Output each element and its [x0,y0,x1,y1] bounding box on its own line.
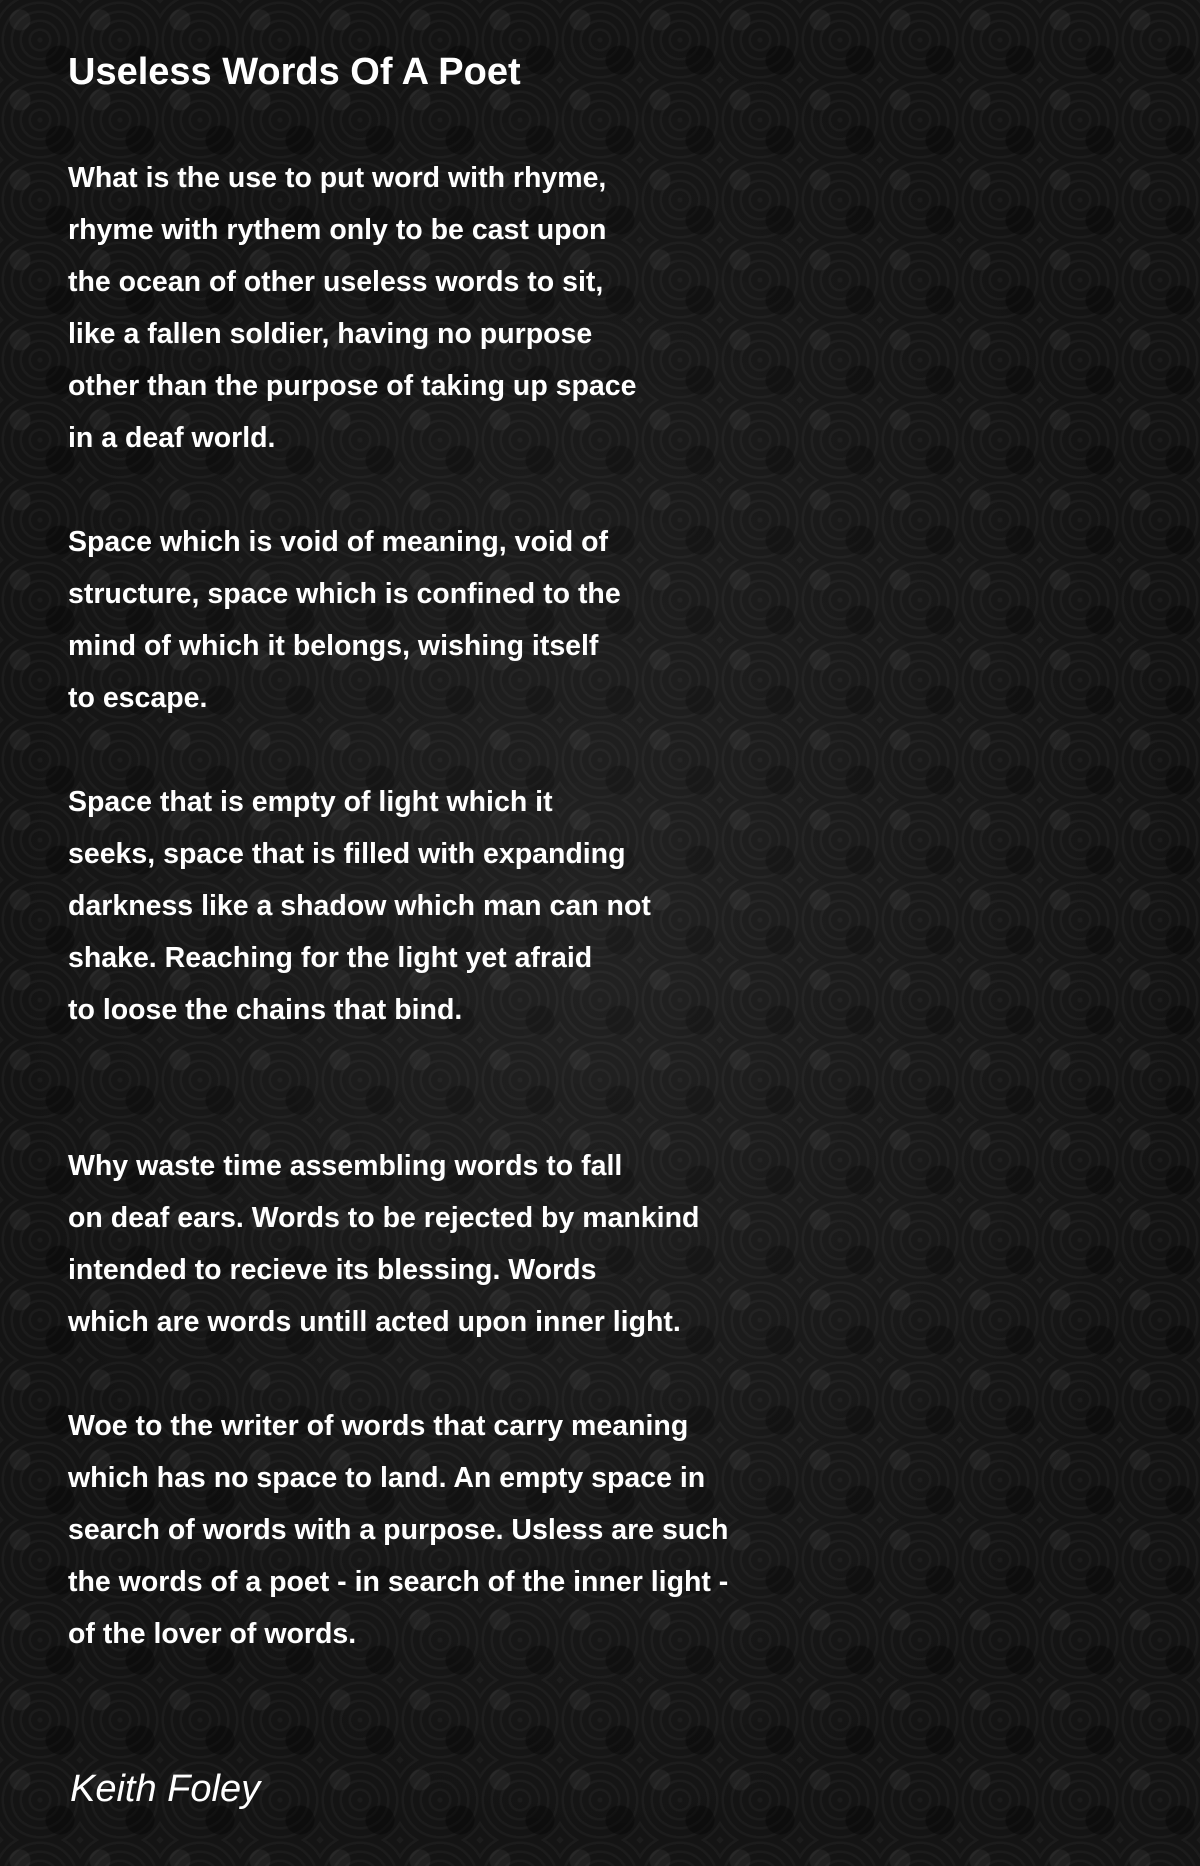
poem-line: on deaf ears. Words to be rejected by mankind [68,1202,700,1234]
stanza-5 [68,1400,968,1660]
poem-line: structure, space which is confined to the [68,578,621,610]
poem-author: Keith Foley [70,1768,261,1810]
stanza-4 [68,1140,968,1348]
poem-line: intended to recieve its blessing. Words [68,1254,597,1286]
poem-body [68,152,968,1660]
stanza-gap [68,1036,968,1088]
poem-line: Why waste time assembling words to fall [68,1150,623,1182]
poem-line: rhyme with rythem only to be cast upon [68,214,607,246]
poem-line: of the lover of words. [68,1618,357,1650]
poem-line: the ocean of other useless words to sit, [68,266,604,298]
poem-line: Woe to the writer of words that carry meaning [68,1410,689,1442]
poem-line: shake. Reaching for the light yet afraid [68,942,593,974]
poem-line: which has no space to land. An empty space in [68,1462,706,1494]
poem-line: mind of which it belongs, wishing itself [68,630,599,662]
stanza-3 [68,776,968,1036]
stanza-gap [68,464,968,516]
poem-line: which are words untill acted upon inner light. [68,1306,681,1338]
poem-line: What is the use to put word with rhyme, [68,162,607,194]
poem-line: seeks, space that is filled with expanding [68,838,626,870]
poem-line: darkness like a shadow which man can not [68,890,651,922]
poem-line: in a deaf world. [68,422,276,454]
poem-line: search of words with a purpose. Usless are such [68,1514,729,1546]
poem-line: to loose the chains that bind. [68,994,463,1026]
poem-line: Space that is empty of light which it [68,786,553,818]
poem-line: like a fallen soldier, having no purpose [68,318,593,350]
poem-line: other than the purpose of taking up space [68,370,637,402]
poem-line: to escape. [68,682,208,714]
stanza-gap [68,1348,968,1400]
poem-line: Space which is void of meaning, void of [68,526,608,558]
poem-line: the words of a poet - in search of the inner light - [68,1566,729,1598]
stanza-1 [68,152,968,464]
stanza-gap [68,1088,968,1140]
poem-title: Useless Words Of A Poet [68,51,521,93]
stanza-2 [68,516,968,724]
stanza-gap [68,724,968,776]
